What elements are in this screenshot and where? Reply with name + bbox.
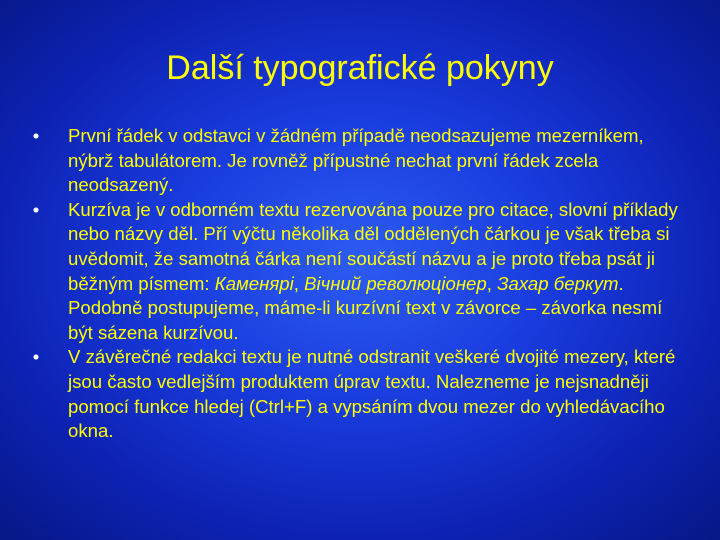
bullet-text-part: Kurzíva je v odborném textu rezervována pouze pro citace, slovní příklady nebo názvy děl. Pří výčtu několika děl oddělených čárkou je však třeba si uvědomit, že samotná čárka není součástí názvu a je proto třeba psát ji běžným písmem:: [68, 198, 678, 294]
italic-title: Вічний революціонер: [304, 272, 487, 294]
bullet-item-2: [30, 198, 690, 346]
bullet-item-1: [30, 124, 690, 198]
separator: ,: [486, 272, 498, 294]
bullet-item-3: [30, 345, 690, 443]
bullet-icon: •: [32, 198, 40, 220]
bullet-icon: •: [32, 346, 40, 368]
slide-title: Další typografické pokyny: [166, 49, 554, 87]
italic-title: Захар беркут: [497, 272, 619, 294]
bullet-text: V závěrečné redakci textu je nutné odstranit veškeré dvojité mezery, které jsou často vedlejším produktem úprav textu. Nalezneme je nejsnadněji pomocí funkce hledej (Ctrl+F) a vypsáním dvou mezer do vyhledávacího okna.: [68, 346, 676, 442]
italic-title: Каменярі: [214, 272, 294, 294]
bullet-list: [30, 124, 690, 444]
bullet-text: První řádek v odstavci v žádném případě neodsazujeme mezerníkem, nýbrž tabulátorem. Je rovněž přípustné nechat první řádek zcela neodsazený.: [68, 125, 644, 196]
bullet-text: [68, 199, 678, 343]
separator: ,: [293, 272, 305, 294]
bullet-text-part: . Podobně postupujeme, máme-li kurzívní text v závorce – závorka nesmí být sázena kurzívou.: [68, 272, 663, 343]
bullet-icon: •: [32, 125, 40, 146]
